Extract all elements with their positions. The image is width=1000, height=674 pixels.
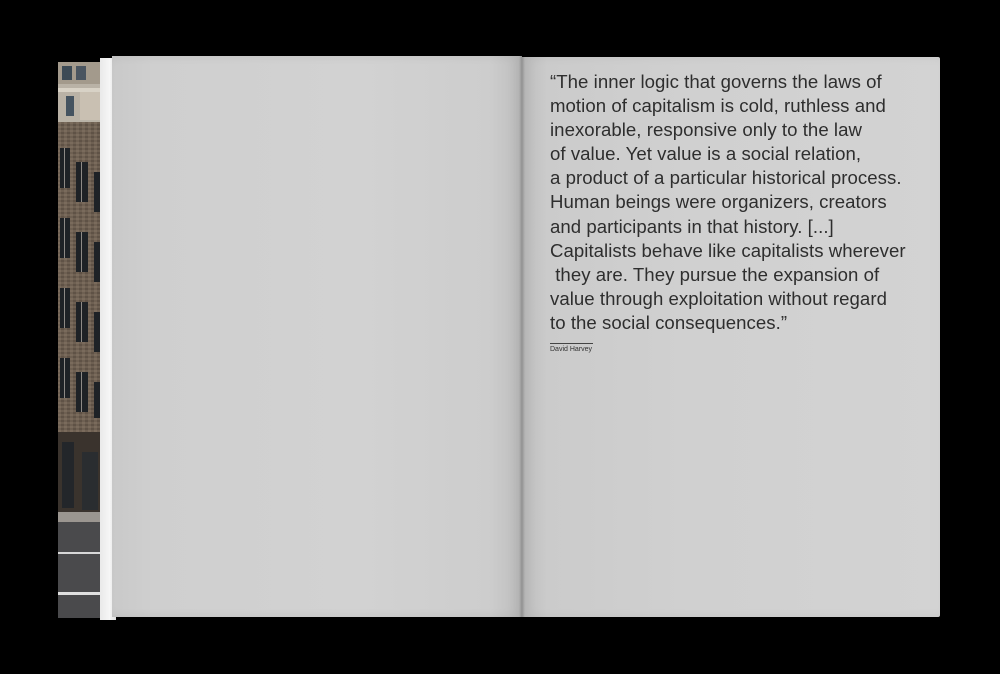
brick-building-illustration (58, 62, 102, 618)
quote-line: value through exploitation without regard (550, 287, 887, 309)
left-page (112, 56, 522, 617)
building-photo-strip (58, 62, 102, 618)
book-gutter (519, 56, 525, 618)
quote-line: and participants in that history. [...] (550, 215, 834, 237)
quote-line: inexorable, responsive only to the law (550, 119, 862, 141)
attribution-rule (550, 343, 593, 344)
quote-attribution: David Harvey (550, 346, 593, 353)
quote-text (550, 70, 930, 335)
quote-line: motion of capitalism is cold, ruthless and (550, 95, 886, 117)
quote-line: they are. They pursue the expansion of (550, 263, 880, 285)
quote-line: Capitalists behave like capitalists wherever (550, 239, 906, 261)
quote-line: Human beings were organizers, creators (550, 191, 887, 213)
quote-line: a product of a particular historical process. (550, 167, 902, 189)
quote-line: “The inner logic that governs the laws of (550, 71, 882, 92)
quote-line: of value. Yet value is a social relation, (550, 143, 862, 165)
quote-line: to the social consequences.” (550, 311, 788, 333)
